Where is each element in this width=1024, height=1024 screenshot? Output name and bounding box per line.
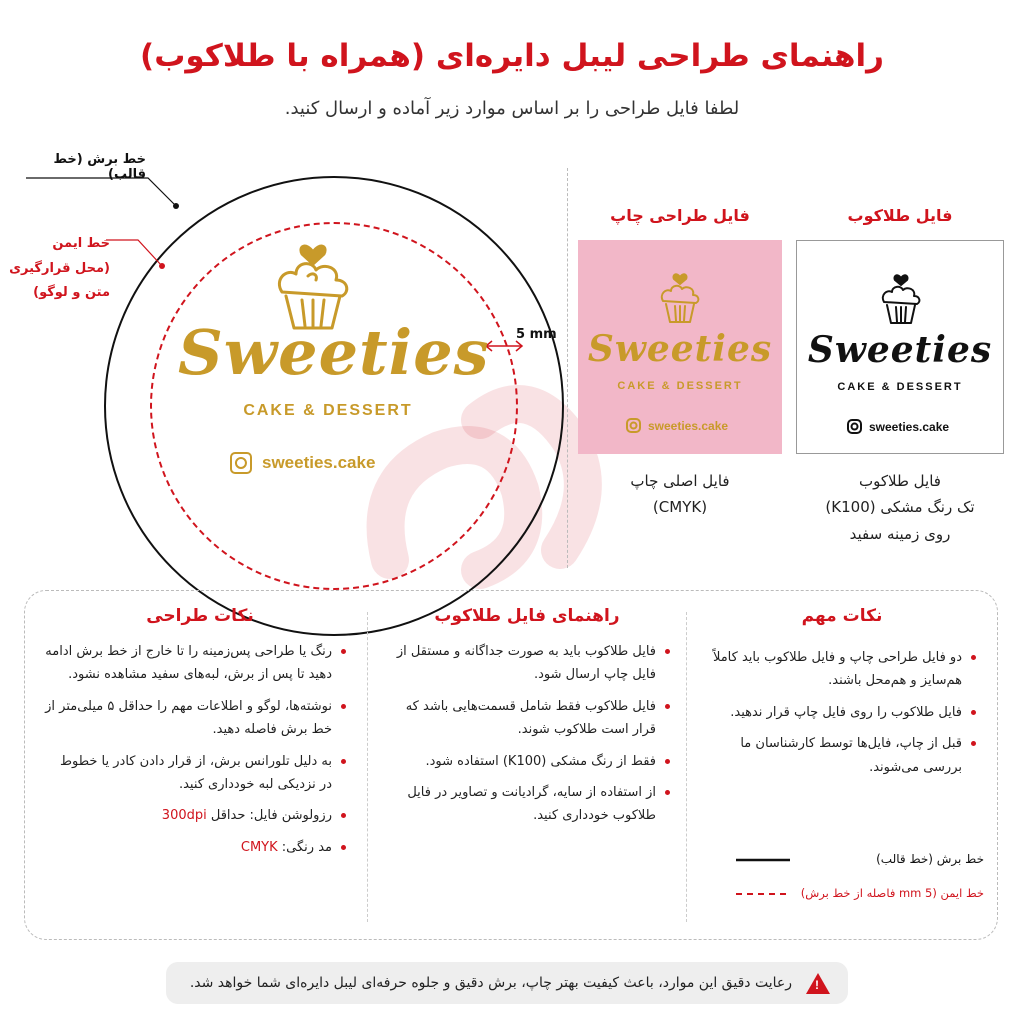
color-mode-value: CMYK	[240, 839, 278, 855]
list-item: به دلیل تلورانس برش، از قرار دادن کادر یا خطوط در نزدیکی لبه خودداری کنید.	[44, 750, 348, 797]
foil-panel-caption	[790, 468, 1010, 547]
foil-label-preview	[796, 240, 1004, 454]
list-item	[44, 804, 348, 827]
print-logo-wordmark: Sweeties	[587, 328, 773, 370]
instagram-icon-foil	[847, 419, 862, 434]
instagram-handle	[230, 452, 450, 474]
footer-note	[166, 962, 848, 1004]
foil-logo-wordmark: Sweeties	[807, 329, 993, 371]
print-instagram-text: sweeties.cake	[648, 418, 729, 433]
print-label-preview	[578, 240, 782, 454]
foil-caption-line1: فایل طلاکوب	[859, 472, 941, 490]
safe-line-label-line3: متن و لوگو)	[33, 285, 110, 301]
color-mode-label: مد رنگی:	[281, 839, 332, 855]
foil-instagram-text: sweeties.cake	[869, 419, 950, 434]
design-tips-title: نکات طراحی	[146, 606, 254, 626]
safe-line-label-line2: (محل قرارگیری	[9, 260, 110, 276]
list-item: فایل طلاکوب باید به صورت جداگانه و مستقل از فایل چاپ ارسال شود.	[390, 640, 672, 687]
legend-swatches	[734, 852, 794, 902]
section-divider	[567, 168, 568, 568]
cut-line-label: خط برش (خط قالب)	[53, 152, 146, 182]
important-notes-title: نکات مهم	[801, 606, 883, 626]
instagram-icon	[230, 452, 252, 474]
foil-caption-line3: روی زمینه سفید	[849, 524, 951, 543]
print-caption-line2: (CMYK)	[652, 498, 708, 517]
print-instagram-handle	[626, 418, 728, 433]
list-item: نوشته‌ها، لوگو و اطلاعات مهم را حداقل ۵ میلی‌متر از خط برش فاصله دهید.	[44, 695, 348, 742]
cupcake-icon-foil	[877, 269, 925, 327]
legend-cut-line: خط برش (خط قالب)	[876, 852, 984, 866]
column-divider-left	[367, 612, 368, 922]
resolution-label: رزولوشن فایل: حداقل	[210, 808, 332, 824]
list-item: فقط از رنگ مشکی (K100) استفاده شود.	[390, 750, 672, 773]
margin-label: 5 mm	[516, 327, 557, 342]
list-item: قبل از چاپ، فایل‌ها توسط کارشناسان ما بررسی می‌شوند.	[712, 732, 978, 779]
list-item	[44, 836, 348, 859]
list-item: دو فایل طراحی چاپ و فایل طلاکوب باید کاملاً هم‌سایز و هم‌محل باشند.	[712, 646, 978, 693]
safe-line-leader	[10, 236, 170, 276]
cupcake-icon-print	[656, 268, 704, 326]
print-panel-title: فایل طراحی چاپ	[610, 206, 750, 225]
list-item: از استفاده از سایه، گرادیانت و تصاویر در فایل طلاکوب خودداری کنید.	[390, 781, 672, 828]
page-subtitle: لطفا فایل طراحی را بر اساس موارد زیر آماده و ارسال کنید.	[284, 98, 740, 119]
list-item: رنگ یا طراحی پس‌زمینه را تا خارج از خط برش ادامه دهید تا پس از برش، لبه‌های سفید مشاهده نشود.	[44, 640, 348, 687]
foil-panel-title: فایل طلاکوب	[847, 206, 953, 225]
foil-instagram-handle	[847, 419, 949, 434]
cut-line-leader	[18, 168, 188, 218]
list-item: فایل طلاکوب فقط شامل قسمت‌هایی باشد که قرار است طلاکوب شوند.	[390, 695, 672, 742]
logo-wordmark: Sweeties	[178, 316, 490, 389]
legend-safe-line: خط ایمن (5 mm فاصله از خط برش)	[800, 886, 984, 900]
warning-icon: !	[806, 973, 830, 994]
resolution-value: 300dpi	[161, 808, 207, 824]
important-notes-list	[712, 646, 978, 787]
foil-guide-list	[390, 640, 672, 836]
design-tips-list	[44, 640, 348, 867]
column-divider-right	[686, 612, 687, 922]
foil-guide-title: راهنمای فایل طلاکوب	[434, 606, 620, 626]
instagram-icon-print	[626, 418, 641, 433]
print-logo-tagline: CAKE & DESSERT	[617, 380, 743, 392]
safe-line-label-line1: خط ایمن	[52, 236, 110, 251]
logo-tagline: CAKE & DESSERT	[243, 402, 413, 419]
instagram-text: sweeties.cake	[262, 453, 376, 472]
foil-logo-tagline: CAKE & DESSERT	[837, 381, 963, 393]
foil-caption-line2: تک رنگ مشکی (K100)	[825, 498, 975, 517]
page-title: راهنمای طراحی لیبل دایره‌ای (همراه با طلاکوب)	[140, 38, 884, 74]
print-caption-line1: فایل اصلی چاپ	[630, 472, 730, 490]
list-item: فایل طلاکوب را روی فایل چاپ قرار ندهید.	[712, 701, 978, 724]
print-panel-caption	[578, 468, 782, 521]
footer-text: رعایت دقیق این موارد، باعث کیفیت بهتر چاپ، برش دقیق و جلوه حرفه‌ای لیبل دایره‌ای شما خواهد شد.	[189, 975, 792, 991]
